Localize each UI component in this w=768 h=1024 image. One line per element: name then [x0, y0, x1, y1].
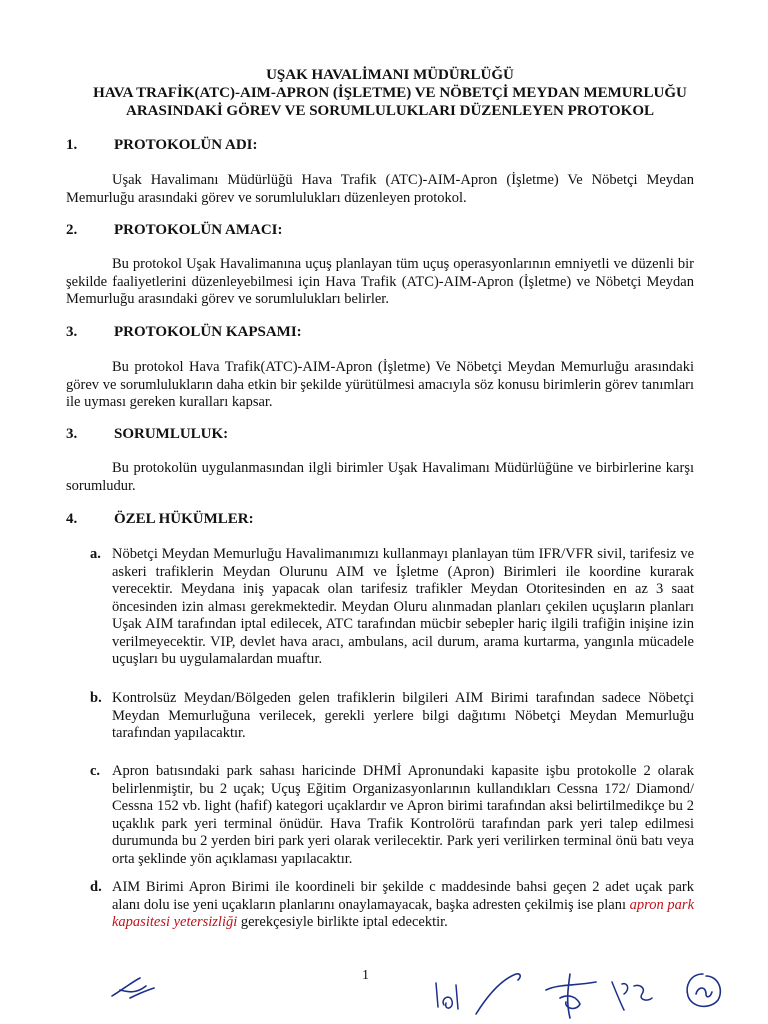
section-number: 1.	[66, 137, 78, 153]
section-title: PROTOKOLÜN ADI:	[114, 137, 258, 153]
title-line-2: HAVA TRAFİK(ATC)-AIM-APRON (İŞLETME) VE NÖBETÇİ MEYDAN MEMURLUĞU	[93, 85, 687, 101]
signature-3	[472, 968, 528, 1018]
section-1-text: Uşak Havalimanı Müdürlüğü Hava Trafik (ATC)-AIM-Apron (İşletme) Ve Nöbetçi Meydan Memurluğu arasındaki görev ve sorumlulukları düzenleyen protokol.	[66, 172, 694, 206]
section-number: 3.	[66, 324, 78, 340]
document-title	[40, 66, 740, 120]
provision-item-b	[90, 690, 694, 743]
item-letter: b.	[90, 690, 102, 706]
item-text-before: AIM Birimi Apron Birimi ile koordineli bir şekilde c maddesinde bahsi geçen 2 adet uçak park alanı dolu ise yeni uçakların planlarını onaylamayacak, başka adresten çekilmiş ise planı	[112, 879, 694, 913]
section-2-heading	[66, 222, 282, 239]
item-letter: c.	[90, 763, 101, 779]
section-number: 3.	[66, 426, 78, 442]
provision-item-d	[90, 879, 694, 932]
section-title: ÖZEL HÜKÜMLER:	[114, 511, 254, 527]
page-number: 1	[362, 968, 369, 983]
highlighted-phrase: apron park kapasitesi yetersizliği	[112, 896, 695, 930]
item-letter: a.	[90, 546, 101, 562]
item-text: Apron batısındaki park sahası haricinde DHMİ Apronundaki kapasite işbu protokolle 2 olarak belirlenmiştir, bu 2 uçak; Uçuş Eğitim Organizasyonlarının kullandıkları Cessna 172/ Diamond/ Cessna 152 vb. light (hafif) kategori uçaklardır ve Apron birimi tarafından aksi belirtilmedikçe bu 2 uçaklık park yeri terminal önüdür. Hava Trafik Kontrolörü tarafından park yeri talep edilmesi durumunda bu 2 yerden biri park yeri olarak verilecektir. Park yeri verilirken terminal önü batı veya orta şeklinde yön açıklaması yapılacaktır.	[112, 763, 694, 867]
signature-6	[680, 968, 726, 1014]
provision-item-c	[90, 763, 694, 868]
section-3-heading	[66, 324, 302, 341]
section-number: 2.	[66, 222, 78, 238]
section-title: SORUMLULUK:	[114, 426, 229, 442]
section-title: PROTOKOLÜN KAPSAMI:	[114, 324, 302, 340]
section-responsibility-text: Bu protokolün uygulanmasından ilgli birimler Uşak Havalimanı Müdürlüğüne ve birbirlerine karşı sorumludur.	[66, 460, 694, 494]
signature-2	[430, 975, 464, 1015]
item-text-after: gerekçesiyle birlikte iptal edecektir.	[237, 914, 448, 930]
item-text: Kontrolsüz Meydan/Bölgeden gelen trafiklerin bilgileri AIM Birimi tarafından sadece Nöbetçi Meydan Memurluğuna verilecek, gerekli yerlere bilgi dağıtımı Nöbetçi Meydan Memurluğu tarafından yapılacaktır.	[112, 690, 694, 741]
provision-item-a	[90, 546, 694, 669]
title-line-3: ARASINDAKİ GÖREV VE SORUMLULUKLARI DÜZENLEYEN PROTOKOL	[125, 103, 654, 119]
section-2-text: Bu protokol Uşak Havalimanına uçuş planlayan tüm uçuş operasyonlarının emniyetli ve düzenli bir şekilde faaliyetlerini düzenleyebilmesi için Hava Trafik (ATC)-AIM-Apron (İşletme) ve Nöbetçi Meydan Memurluğu arasındaki görev ve sorumlulukları belirler.	[66, 256, 694, 307]
title-line-1: UŞAK HAVALİMANI MÜDÜRLÜĞÜ	[266, 67, 514, 83]
signature-4	[540, 968, 602, 1022]
section-4-heading	[66, 511, 254, 528]
section-number: 4.	[66, 511, 78, 527]
signature-1	[108, 972, 158, 1002]
section-1-heading	[66, 137, 258, 154]
item-letter: d.	[90, 879, 102, 895]
item-text: Nöbetçi Meydan Memurluğu Havalimanımızı kullanmayı planlayan tüm IFR/VFR sivil, tarifesiz ve askeri trafiklerin Meydan Olurunu AIM ve İşletme (Apron) Birimleri ile koordine kurarak verecektir. Meydana iniş yapacak olan tarifesiz trafikler Meydan Otoritesinden en az 3 saat öncesinden izin alması gerekmektedir. Meydan Oluru alınmadan planları çekilen uçuşların planları Uşak AIM tarafından iptal edilecek, ATC tarafından mücbir sebepler hariç ilgili trafiğin inişine izin verilmeyecektir. VIP, devlet hava aracı, ambulans, acil durum, arama kurtarma, yangınla mücadele uçuşları bu uygulamalardan muaftır.	[112, 546, 694, 667]
signature-5	[606, 972, 662, 1016]
section-title: PROTOKOLÜN AMACI:	[114, 222, 283, 238]
section-responsibility-heading	[66, 426, 228, 443]
item-text	[112, 879, 694, 932]
section-3-text: Bu protokol Hava Trafik(ATC)-AIM-Apron (İşletme) Ve Nöbetçi Meydan Memurluğu arasındaki görev ve sorumlulukların daha etkin bir şekilde yürütülmesi amacıyla söz konusu birimlerin görev tanımları ile uyması gereken kuralları kapsar.	[66, 359, 694, 410]
